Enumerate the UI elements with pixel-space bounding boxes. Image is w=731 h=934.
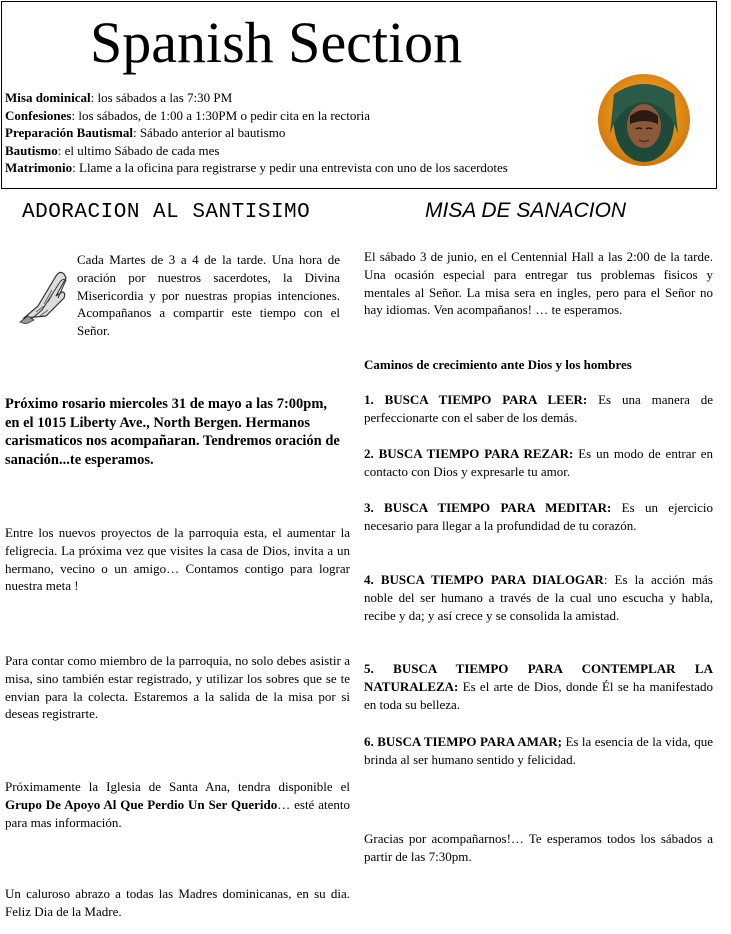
- praying-hands-icon: [16, 266, 76, 324]
- camino-item: 3. BUSCA TIEMPO PARA MEDITAR: Es un ejercicio necesario para llegar a la profundidad de tu corazón.: [364, 500, 713, 533]
- schedule-line: Confesiones: los sábados, de 1:00 a 1:30PM o pedir cita en la rectoria: [5, 107, 371, 123]
- camino-item: 5. BUSCA TIEMPO PARA CONTEMPLAR LA NATURALEZA: Es el arte de Dios, donde Él se ha manifestado en toda su belleza.: [364, 661, 713, 712]
- caminos-title: Caminos de crecimiento ante Dios y los hombres: [364, 357, 632, 372]
- camino-item: 4. BUSCA TIEMPO PARA DIALOGAR: Es la acción más noble del ser humano a través de la cual uno escucha y habla, recibe y da; y así crece y se consolida la amistad.: [364, 572, 713, 623]
- grupo-apoyo-text: Próximamente la Iglesia de Santa Ana, tendra disponible el Grupo De Apoyo Al Que Perdio Un Ser Querido… esté atento para mas información.: [5, 779, 350, 830]
- madres-text: Un caluroso abrazo a todas las Madres dominicanas, en su dia. Feliz Dia de la Madre.: [5, 886, 350, 919]
- schedule-line: Misa dominical: los sábados a las 7:30 PM: [5, 90, 233, 105]
- gracias-text: Gracias por acompañarnos!… Te esperamos todos los sábados a partir de las 7:30pm.: [364, 831, 713, 864]
- camino-item: 2. BUSCA TIEMPO PARA REZAR: Es un modo de entrar en contacto con Dios y expresarle tu amor.: [364, 446, 713, 479]
- proyectos-text: Entre los nuevos proyectos de la parroquia esta, el aumentar la feligrecia. La próxima vez que visites la casa de Dios, invita a un hermano, vecino o un amigo… Contamos contigo para lograr nuestra meta !: [5, 525, 350, 594]
- misa-sanacion-heading: MISA DE SANACION: [425, 199, 627, 222]
- virgin-guadalupe-medallion-icon: [598, 74, 690, 166]
- adoracion-heading: ADORACION AL SANTISIMO: [22, 201, 311, 224]
- schedule-line: Matrimonio: Llame a la oficina para registrarse y pedir una entrevista con uno de los sacerdotes: [5, 160, 508, 175]
- miembro-text: Para contar como miembro de la parroquia, no solo debes asistir a misa, sino también estar registrado, y utilizar los sobres que se te envian para la colecta. Estaremos a la salida de la misa por si deseas registrarte.: [5, 653, 350, 722]
- schedule-line: Preparación Bautismal: Sábado anterior al bautismo: [5, 125, 286, 140]
- page-title: Spanish Section: [90, 10, 463, 75]
- camino-item: 1. BUSCA TIEMPO PARA LEER: Es una manera de perfeccionarte con el saber de los demás.: [364, 392, 713, 425]
- schedule-line: Bautismo: el ultimo Sábado de cada mes: [5, 142, 220, 158]
- camino-item: 6. BUSCA TIEMPO PARA AMAR; Es la esencia de la vida, que brinda al ser humano sentido y felicidad.: [364, 734, 713, 767]
- adoracion-text: Cada Martes de 3 a 4 de la tarde. Una hora de oración por nuestros sacerdotes, la Divina Misericordia y por nuestras propias intenciones. Acompañanos a compartir este tiempo con el Señor.: [77, 252, 340, 339]
- misa-sanacion-text: El sábado 3 de junio, en el Centennial Hall a las 2:00 de la tarde. Una ocasión especial para entregar tus problemas fisicos y mentales al Señor. La misa sera en ingles, pero para el Señor no hay idiomas. Ven acompañanos! … te esperamos.: [364, 249, 713, 318]
- rosario-notice: Próximo rosario miercoles 31 de mayo a las 7:00pm, en el 1015 Liberty Ave., North Bergen. Hermanos carismaticos nos acompañaran. Tendremos oración de sanación...te esperamos.: [5, 396, 340, 468]
- mass-schedule: [5, 89, 508, 177]
